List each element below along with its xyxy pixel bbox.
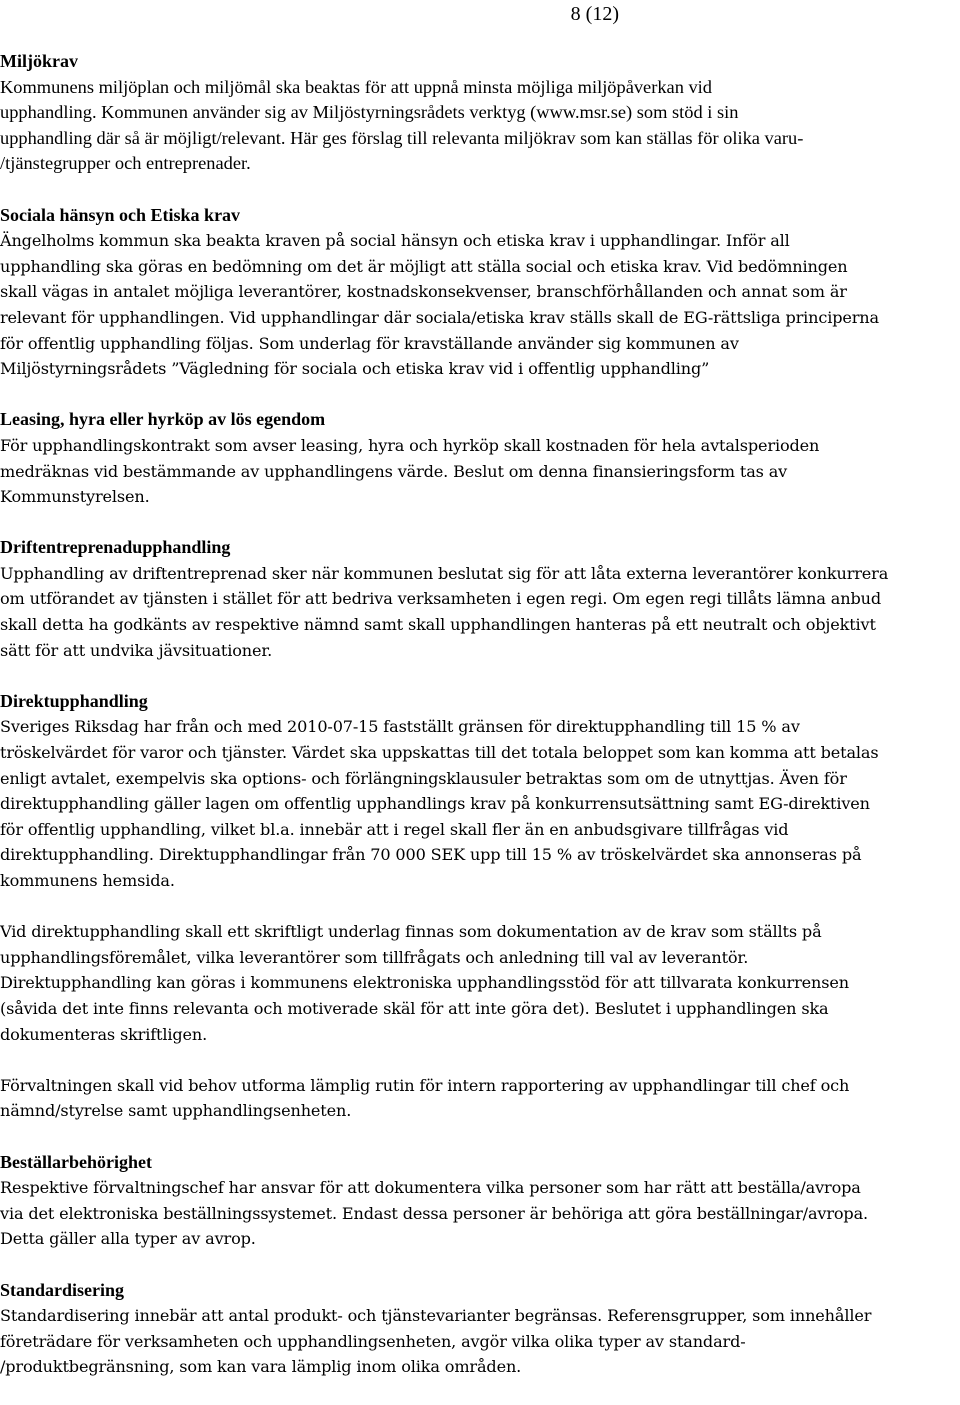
text-line: Vid direktupphandling skall ett skriftligt underlag finnas som dokumentation av de krav som ställts på (0, 922, 822, 942)
text-line: företrädare för verksamheten och upphandlingsenheten, avgör vilka olika typer av standard- (0, 1331, 746, 1351)
text-line: kommunens hemsida. (0, 871, 175, 890)
text-line: upphandling. Kommunen använder sig av Miljöstyrningsrådets verktyg (www.msr.se) som stöd i sin (0, 102, 739, 123)
text-line: Förvaltningen skall vid behov utforma lämplig rutin för intern rapportering av upphandlingar till chef och (0, 1075, 850, 1095)
text-line: skall vägas in antalet möjliga leverantörer, kostnadskonsekvenser, branschförhållanden och annat som är (0, 282, 847, 302)
section-paragraph (0, 714, 960, 893)
text-line: dokumenteras skriftligen. (0, 1024, 208, 1044)
section-paragraph (0, 433, 960, 510)
paragraph-gap (0, 894, 960, 920)
section-heading: Sociala hänsyn och Etiska krav (0, 204, 241, 225)
section-heading: Standardisering (0, 1279, 125, 1300)
text-line: Miljöstyrningsrådets ”Vägledning för sociala och etiska krav vid i offentlig upphandling” (0, 359, 710, 379)
section-direktupphandling (0, 689, 960, 1124)
text-line: /tjänstegrupper och entreprenader. (0, 153, 251, 174)
section-paragraph (0, 561, 960, 663)
section-paragraph (0, 1073, 960, 1124)
text-line: enligt avtalet, exempelvis ska options- och förlängningsklausuler betraktas som om de utnyttjas. Även för (0, 768, 847, 788)
text-line: Standardisering innebär att antal produkt- och tjänstevarianter begränsas. Referensgrupper, som innehåller (0, 1306, 872, 1326)
text-line: upphandlingsföremålet, vilka leverantörer som tillfrågats och anledning till val av leverantör. (0, 947, 749, 967)
text-line: skall detta ha godkänts av respektive nämnd samt skall upphandlingen hanteras på ett neutralt och objektivt (0, 615, 876, 635)
text-line: tröskelvärdet för varor och tjänster. Värdet ska uppskattas till det totala beloppet som kan komma att betalas (0, 743, 879, 763)
text-line: Respektive förvaltningschef har ansvar för att dokumentera vilka personer som har rätt att beställa/avropa (0, 1178, 861, 1198)
section-heading: Miljökrav (0, 51, 78, 71)
text-line: För upphandlingskontrakt som avser leasing, hyra och hyrköp skall kostnaden för hela avtalsperioden (0, 435, 820, 455)
section-paragraph (0, 75, 960, 177)
text-line: om utförandet av tjänsten i stället för att bedriva verksamheten i egen regi. Om egen regi tillåts lämna anbud (0, 589, 881, 609)
section-paragraph (0, 1175, 960, 1252)
section-driftentreprenad (0, 535, 960, 663)
text-line: Kommunstyrelsen. (0, 487, 150, 507)
text-line: nämnd/styrelse samt upphandlingsenheten. (0, 1101, 352, 1121)
section-miljokrav (0, 49, 960, 177)
text-line: direktupphandling. Direktupphandlingar från 70 000 SEK upp till 15 % av tröskelvärdet ska annonseras på (0, 845, 862, 865)
section-heading: Driftentreprenadupphandling (0, 537, 231, 558)
section-bestallarbehorighet (0, 1150, 960, 1252)
section-paragraph (0, 228, 960, 382)
section-paragraph (0, 919, 960, 1047)
section-heading: Leasing, hyra eller hyrköp av lös egendom (0, 409, 326, 430)
paragraph-gap (0, 1047, 960, 1073)
section-heading: Direktupphandling (0, 690, 148, 711)
section-leasing (0, 407, 960, 509)
text-line: Direktupphandling kan göras i kommunens elektroniska upphandlingsstöd för att tillvarata konkurrensen (0, 973, 849, 993)
page-number: 8 (12) (570, 3, 619, 25)
text-line: Ängelholms kommun ska beakta kraven på social hänsyn och etiska krav i upphandlingar. Inför all (0, 231, 790, 251)
text-line: sätt för att undvika jävsituationer. (0, 640, 273, 660)
text-line: upphandling där så är möjligt/relevant. Här ges förslag till relevanta miljökrav som kan ställas för olika varu- (0, 127, 804, 148)
section-sociala-hansyn (0, 203, 960, 382)
text-line: Upphandling av driftentreprenad sker när kommunen beslutat sig för att låta externa leverantörer konkurrera (0, 563, 889, 583)
text-line: direktupphandling gäller lagen om offentlig upphandlings krav på konkurrensutsättning samt EG-direktiven (0, 794, 870, 814)
text-line: via det elektroniska beställningssystemet. Endast dessa personer är behöriga att göra beställningar/avropa. (0, 1203, 868, 1223)
document-body (0, 49, 960, 1405)
text-line: (såvida det inte finns relevanta och motiverade skäl för att inte göra det). Beslutet i upphandlingen ska (0, 998, 829, 1018)
text-line: /produktbegränsning, som kan vara lämplig inom olika områden. (0, 1357, 522, 1377)
text-line: upphandling ska göras en bedömning om det är möjligt att ställa social och etiska krav. Vid bedömningen (0, 256, 848, 276)
section-heading: Beställarbehörighet (0, 1151, 152, 1172)
text-line: relevant för upphandlingen. Vid upphandlingar där sociala/etiska krav ställs skall de EG-rättsliga principerna (0, 307, 879, 327)
text-line: medräknas vid bestämmande av upphandlingens värde. Beslut om denna finansieringsform tas av (0, 461, 788, 481)
text-line: Kommunens miljöplan och miljömål ska beaktas för att uppnå minsta möjliga miljöpåverkan vid (0, 76, 712, 97)
section-paragraph (0, 1303, 960, 1380)
section-standardisering (0, 1278, 960, 1380)
text-line: Sveriges Riksdag har från och med 2010-07-15 fastställt gränsen för direktupphandling till 15 % av (0, 717, 800, 737)
text-line: Detta gäller alla typer av avrop. (0, 1229, 256, 1249)
text-line: för offentlig upphandling, vilket bl.a. innebär att i regel skall fler än en anbudsgivare tillfrågas vid (0, 819, 789, 839)
text-line: för offentlig upphandling följas. Som underlag för kravställande använder sig kommunen av (0, 333, 739, 353)
